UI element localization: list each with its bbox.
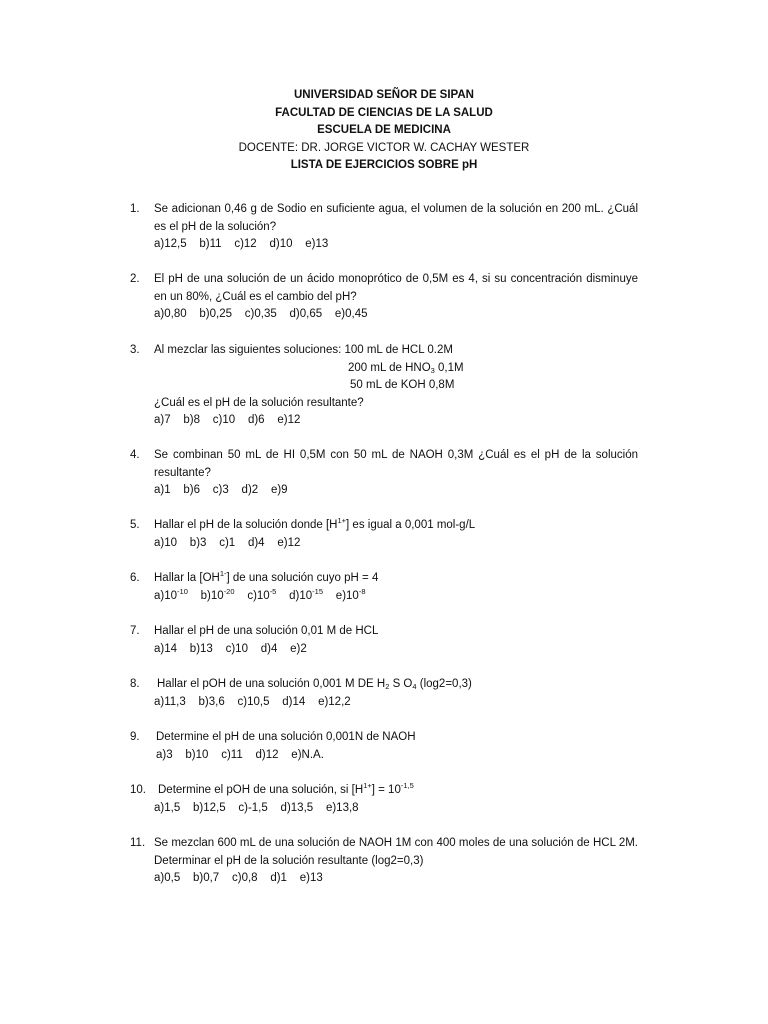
exercise-options: a)14 b)13 c)10 d)4 e)2 [154,642,307,655]
solution-hno3: 200 mL de $HNO_3$ 0,1M [348,361,464,375]
exercise-text: Hallar la $[OH^{1-}]$ de una solución cuyo pH = 4 [154,569,379,584]
exercise-text: Hallar el pH de la solución donde $[H^{1+}]$ es igual a 0,001 mol-g/L [154,516,476,531]
exercise-number: 3. [130,344,140,356]
university-name: UNIVERSIDAD SEÑOR DE SIPAN [294,89,474,101]
exercise-number: 9. [130,731,140,743]
exercise-text: Determine el pOH de una solución, si $[H^{1+}] = 10^{-1,5}$ [158,781,414,796]
exercise-options: a)1 b)6 c)3 d)2 e)9 [154,484,288,496]
exercise-number: 10. [130,784,146,796]
exercise-text: El pH de una solución de un ácido monoprótico de 0,5M es 4, si su concentración disminuye en un 80%, ¿Cuál es el cambio del pH? [154,273,638,303]
list-title: LISTA DE EJERCICIOS SOBRE pH [290,159,478,171]
exercise-number: 2. [130,273,140,285]
exercise-options: $a)10^{-10}$ $b)10^{-20}$ $c)10^{-5}$ $d)10^{-15}$ $e)10^{-8}$ [154,586,366,602]
exercise-options: a)7 b)8 c)10 d)6 e)12 [154,414,301,426]
exercise-number: 1. [130,203,140,215]
teacher-name: DOCENTE: DR. JORGE VICTOR W. CACHAY WESTER [238,141,530,154]
exercise-number: 8. [130,678,140,690]
faculty-name: FACULTAD DE CIENCIAS DE LA SALUD [275,106,493,119]
exercise-options: a)0,80 b)0,25 c)0,35 d)0,65 e)0,45 [154,308,368,320]
exercise-text: Se mezclan 600 mL de una solución de NAOH 1M con 400 moles de una solución de HCL 2M. Determinar el pH de la solución resultante (log2=0,3) [154,837,638,867]
document-header [0,87,768,175]
exercise-text: Al mezclar las siguientes soluciones: 100 mL de HCL 0.2M [154,344,453,356]
exercise-number: 11. [130,837,146,849]
school-name: ESCUELA DE MEDICINA [317,124,451,136]
exercise-number: 7. [130,625,140,637]
exercise-number: 4. [130,449,140,461]
exercise-number: 6. [130,572,140,584]
exercise-options: a)0,5 b)0,7 c)0,8 d)1 e)13 [154,872,323,884]
exercise-number: 5. [130,519,140,531]
exercise-options: a)11,3 b)3,6 c)10,5 d)14 e)12,2 [154,695,351,708]
solution-koh: 50 mL de KOH 0,8M [350,379,455,391]
exercise-question: ¿Cuál es el pH de la solución resultante? [154,396,364,409]
exercise-text: Hallar el pH de una solución 0,01 M de HCL [154,625,379,637]
exercise-text: Se combinan 50 mL de HI 0,5M con 50 mL de NAOH 0,3M ¿Cuál es el pH de la solución resultante? [154,449,638,479]
exercise-text: Se adicionan 0,46 g de Sodio en suficiente agua, el volumen de la solución en 200 mL. ¿Cuál es el pH de la solución? [154,203,638,233]
exercise-options: a)10 b)3 c)1 d)4 e)12 [154,536,301,549]
exercise-options: a)3 b)10 c)11 d)12 e)N.A. [156,748,324,761]
exercise-options: a)12,5 b)11 c)12 d)10 e)13 [154,238,329,250]
exercise-options: a)1,5 b)12,5 c)-1,5 d)13,5 e)13,8 [154,801,359,814]
exercise-text: Hallar el pOH de una solución 0,001 M DE $H_2$ S $O_4$ (log2=0,3) [157,678,472,691]
exercise-text: Determine el pH de una solución 0,001N de NAOH [156,731,416,743]
